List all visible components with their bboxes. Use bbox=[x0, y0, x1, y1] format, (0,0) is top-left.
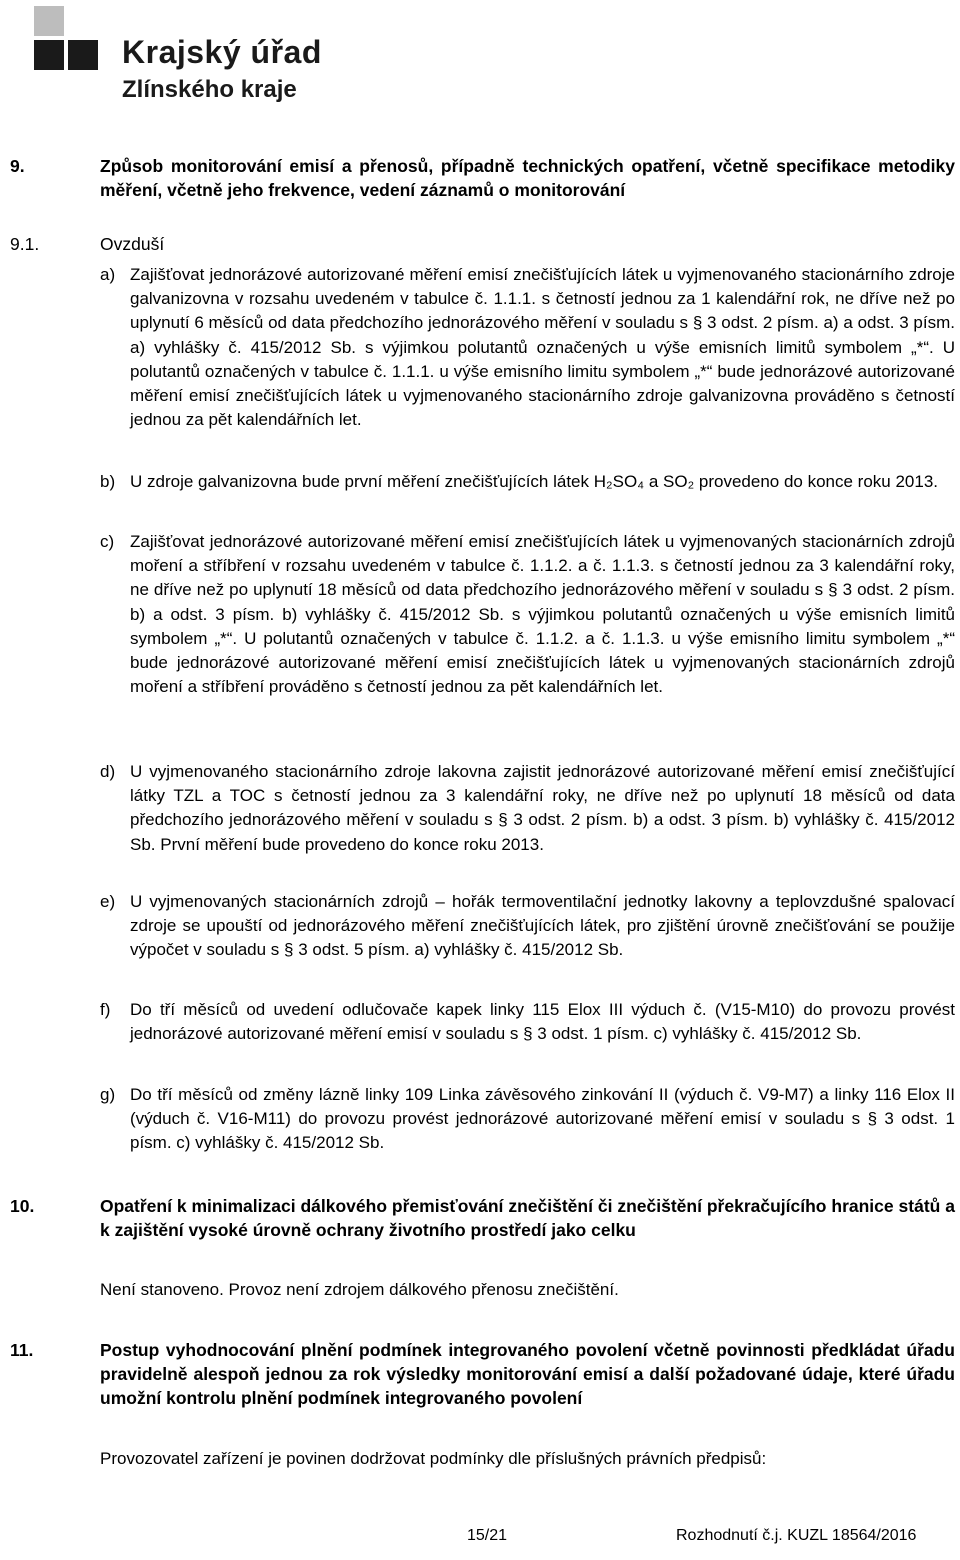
list-item-text: U vyjmenovaného stacionárního zdroje lakovna zajistit jednorázové autorizované měření emisí znečišťující látky TZL a TOC s četností jednou za 3 kalendářní roky, ne dříve než po uplynutí 18 měsíců od data předchozího jednorázového měření v souladu s § 3 odst. 2 písm. b) a odst. 3 písm. b) vyhlášky č. 415/2012 Sb. První měření bude provedeno do konce roku 2013. bbox=[130, 762, 955, 854]
section-11-number: 11. bbox=[10, 1340, 34, 1360]
section-9-1-heading bbox=[10, 232, 955, 256]
list-item-text: Do tří měsíců od změny lázně linky 109 Linka závěsového zinkování II (výduch č. V9-M7) a linky 116 Elox II (výduch č. V16-M11) do provozu provést jednorázové autorizované měření emisí v souladu s § 3 odst. 1 písm. c) vyhlášky č. 415/2012 Sb. bbox=[130, 1085, 955, 1153]
section-10-title: Opatření k minimalizaci dálkového přemisťování znečištění či znečištění překračujícího hranice států a k zajištění vysoké úrovně ochrany životního prostředí jako celku bbox=[100, 1196, 955, 1240]
list-item-text: U vyjmenovaných stacionárních zdrojů – hořák termoventilační jednotky lakovny a teplovzdušné spalovací zdroje se upouští od jednorázového měření znečišťujících látek, pro zjištění úrovně znečišťování se použije výpočet v souladu s § 3 odst. 5 písm. a) vyhlášky č. 415/2012 Sb. bbox=[130, 892, 955, 960]
list-item-letter: g) bbox=[100, 1085, 116, 1104]
list-item-text: Zajišťovat jednorázové autorizované měření emisí znečišťujících látek u vyjmenovaného stacionárního zdroje galvanizovna v rozsahu uvedeném v tabulce č. 1.1.1. s četností jednou za 1 kalendářní rok, ne dříve než po uplynutí 6 měsíců od data předchozího jednorázového měření v souladu s § 3 odst. 2 písm. a) a odst. 3 písm. a) vyhlášky č. 415/2012 Sb. s výjimkou polutantů označených u výše emisních limitů symbolem „*“. U polutantů označených v tabulce č. 1.1.1. u výše emisního limitu symbolem „*“ bude jednorázové autorizované měření emisí znečišťujících látek u vyjmenovaného stacionárního zdroje galvanizovna prováděno s četností jednou za pět kalendářních let. bbox=[130, 265, 955, 430]
section-9-1-title: Ovzduší bbox=[100, 234, 165, 254]
section-11-heading bbox=[10, 1338, 955, 1434]
document-reference: Rozhodnutí č.j. KUZL 18564/2016 bbox=[676, 1527, 917, 1544]
list-item-letter: f) bbox=[100, 1000, 111, 1019]
section-9-title: Způsob monitorování emisí a přenosů, případně technických opatření, včetně specifikace metodiky měření, včetně jeho frekvence, vedení záznamů o monitorování bbox=[100, 156, 955, 200]
list-item-text: U zdroje galvanizovna bude první měření znečišťujících látek H₂SO₄ a SO₂ provedeno do konce roku 2013. bbox=[130, 472, 939, 491]
list-item-letter: b) bbox=[100, 472, 116, 491]
section-10-heading bbox=[10, 1194, 955, 1266]
logo-square-dark-left bbox=[68, 40, 98, 70]
section-9-1-number: 9.1. bbox=[10, 234, 40, 254]
krajsky-urad-logo bbox=[12, 4, 332, 109]
section-9-number: 9. bbox=[10, 156, 25, 176]
list-item-text: Do tří měsíců od uvedení odlučovače kapek linky 115 Elox III výduch č. (V15-M10) do provozu provést jednorázové autorizované měření emisí v souladu s § 3 odst. 1 písm. c) vyhlášky č. 415/2012 Sb. bbox=[130, 1000, 955, 1044]
section-11-title: Postup vyhodnocování plnění podmínek integrovaného povolení včetně povinnosti předkládat úřadu pravidelně alespoň jednou za rok výsledky monitorování emisí a další požadované údaje, které úřadu umožní kontrolu plnění podmínek integrovaného povolení bbox=[100, 1340, 955, 1408]
list-item-letter: d) bbox=[100, 762, 116, 781]
list-item-letter: e) bbox=[100, 892, 116, 911]
page-number: 15/21 bbox=[467, 1527, 508, 1544]
section-9-heading bbox=[10, 154, 955, 202]
list-item-letter: a) bbox=[100, 265, 116, 284]
list-item-text: Zajišťovat jednorázové autorizované měření emisí znečišťujících látek u vyjmenovaných stacionárních zdrojů moření a stříbření v rozsahu uvedeném v tabulce č. 1.1.2. a č. 1.1.3. s četností jednou za 3 kalendářní roky, ne dříve než po uplynutí 18 měsíců od data předchozího jednorázového měření v souladu s § 3 odst. 2 písm. b) a odst. 3 písm. b) vyhlášky č. 415/2012 Sb. s výjimkou polutantů označených u výše emisních limitů symbolem „*“. U polutantů označených v tabulce č. 1.1.2. a č. 1.1.3. u výše emisního limitu symbolem „*“ bude jednorázové autorizované měření emisí znečišťujících látek u vyjmenovaných stacionárních zdrojů moření a stříbření prováděno s četností jednou za pět kalendářních let. bbox=[130, 532, 955, 697]
logo-subname: Zlínského kraje bbox=[122, 76, 297, 103]
list-item-letter: c) bbox=[100, 532, 115, 551]
section-10-text: Není stanoveno. Provoz není zdrojem dálkového přenosu znečištění. bbox=[100, 1280, 619, 1299]
logo-square-dark-small bbox=[34, 40, 64, 70]
logo-name: Krajský úřad bbox=[122, 34, 322, 70]
logo-square-gray bbox=[34, 6, 64, 36]
section-11-text: Provozovatel zařízení je povinen dodržovat podmínky dle příslušných právních předpisů: bbox=[100, 1449, 767, 1468]
section-10-number: 10. bbox=[10, 1196, 35, 1216]
